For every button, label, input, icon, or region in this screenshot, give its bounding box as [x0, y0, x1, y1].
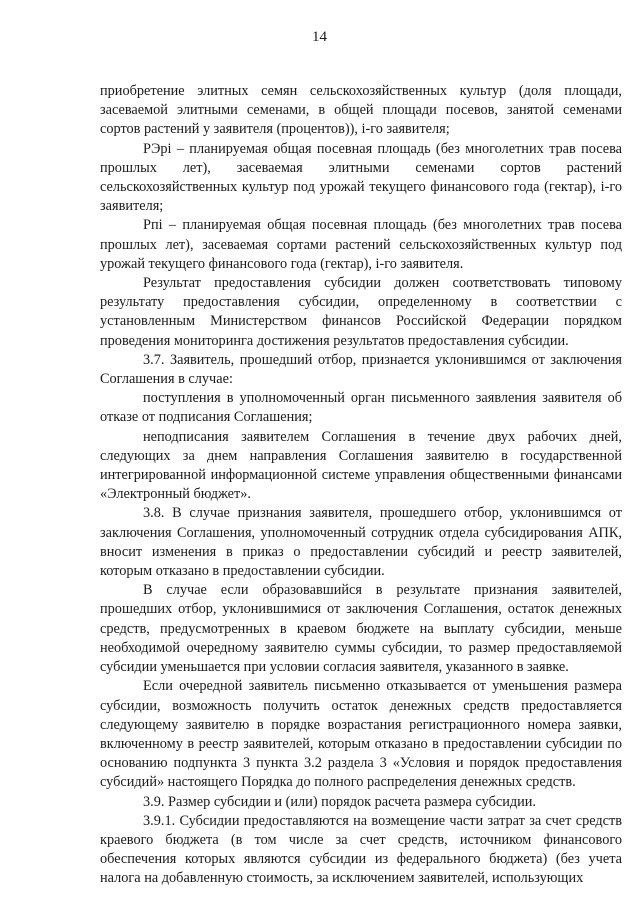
- paragraph: Если очередной заявитель письменно отказывается от уменьшения размера субсидии, возможность получить остаток денежных средств предоставляется следующему заявителю в порядке возрастания регистрационного номера заявки, включенному в реестр заявителей, которым отказано в предоставлении субсидии по основанию подпункта 3 пункта 3.2 раздела 3 «Условия и порядок предоставления субсидий» настоящего Порядка до полного распределения денежных средств.: [100, 678, 622, 791]
- paragraph: 3.8. В случае признания заявителя, прошедшего отбор, уклонившимся от заключения Соглашения, уполномоченный сотрудник отдела субсидирования АПК, вносит изменения в приказ о предоставлении субсидий и реестр заявителей, которым отказано в предоставлении субсидии.: [100, 505, 622, 580]
- paragraph: приобретение элитных семян сельскохозяйственных культур (доля площади, засеваемой элитными семенами, в общей площади посевов, занятой семенами сортов растений у заявителя (процентов)), i-го заявителя;: [100, 83, 622, 138]
- paragraph: 3.9. Размер субсидии и (или) порядок расчета размера субсидии.: [143, 793, 537, 810]
- document-body: [100, 82, 622, 889]
- paragraph: 3.7. Заявитель, прошедший отбор, признается уклонившимся от заключения Соглашения в случае:: [100, 351, 622, 388]
- paragraph: 3.9.1. Субсидии предоставляются на возмещение части затрат за счет средств краевого бюджета (в том числе за счет средств, источником финансового обеспечения которых являются субсидии из федерального бюджета) (без учета налога на добавленную стоимость, за исключением заявителей, использующих: [100, 812, 622, 887]
- paragraph: В случае если образовавшийся в результате признания заявителей, прошедших отбор, уклонившимися от заключения Соглашения, остаток денежных средств, предусмотренных в краевом бюджете на выплату субсидии, меньше необходимой очередному заявителю суммы субсидии, то размер предоставляемой субсидии уменьшается при условии согласия заявителя, указанного в заявке.: [100, 582, 622, 676]
- paragraph: Рпi – планируемая общая посевная площадь (без многолетних трав посева прошлых лет), засеваемая сортами растений сельскохозяйственных культур под урожай текущего финансового года (гектар), i-го заявителя.: [100, 217, 622, 272]
- paragraph: РЭрi – планируемая общая посевная площадь (без многолетних трав посева прошлых лет), засеваемая элитными семенами сортов растений сельскохозяйственных культур под урожай текущего финансового года (гектар), i-го заявителя;: [100, 140, 622, 215]
- paragraph: неподписания заявителем Соглашения в течение двух рабочих дней, следующих за днем направления Соглашения заявителю в государственной интегрированной информационной системе управления общественными финансами «Электронный бюджет».: [100, 428, 622, 503]
- page-number: 14: [312, 29, 327, 45]
- paragraph: поступления в уполномоченный орган письменного заявления заявителя об отказе от подписания Соглашения;: [100, 390, 622, 426]
- paragraph: Результат предоставления субсидии должен соответствовать типовому результату предоставления субсидии, определенному в соответствии с установленным Министерством финансов Российской Федерации порядком проведения мониторинга достижения результатов предоставления субсидии.: [100, 275, 622, 349]
